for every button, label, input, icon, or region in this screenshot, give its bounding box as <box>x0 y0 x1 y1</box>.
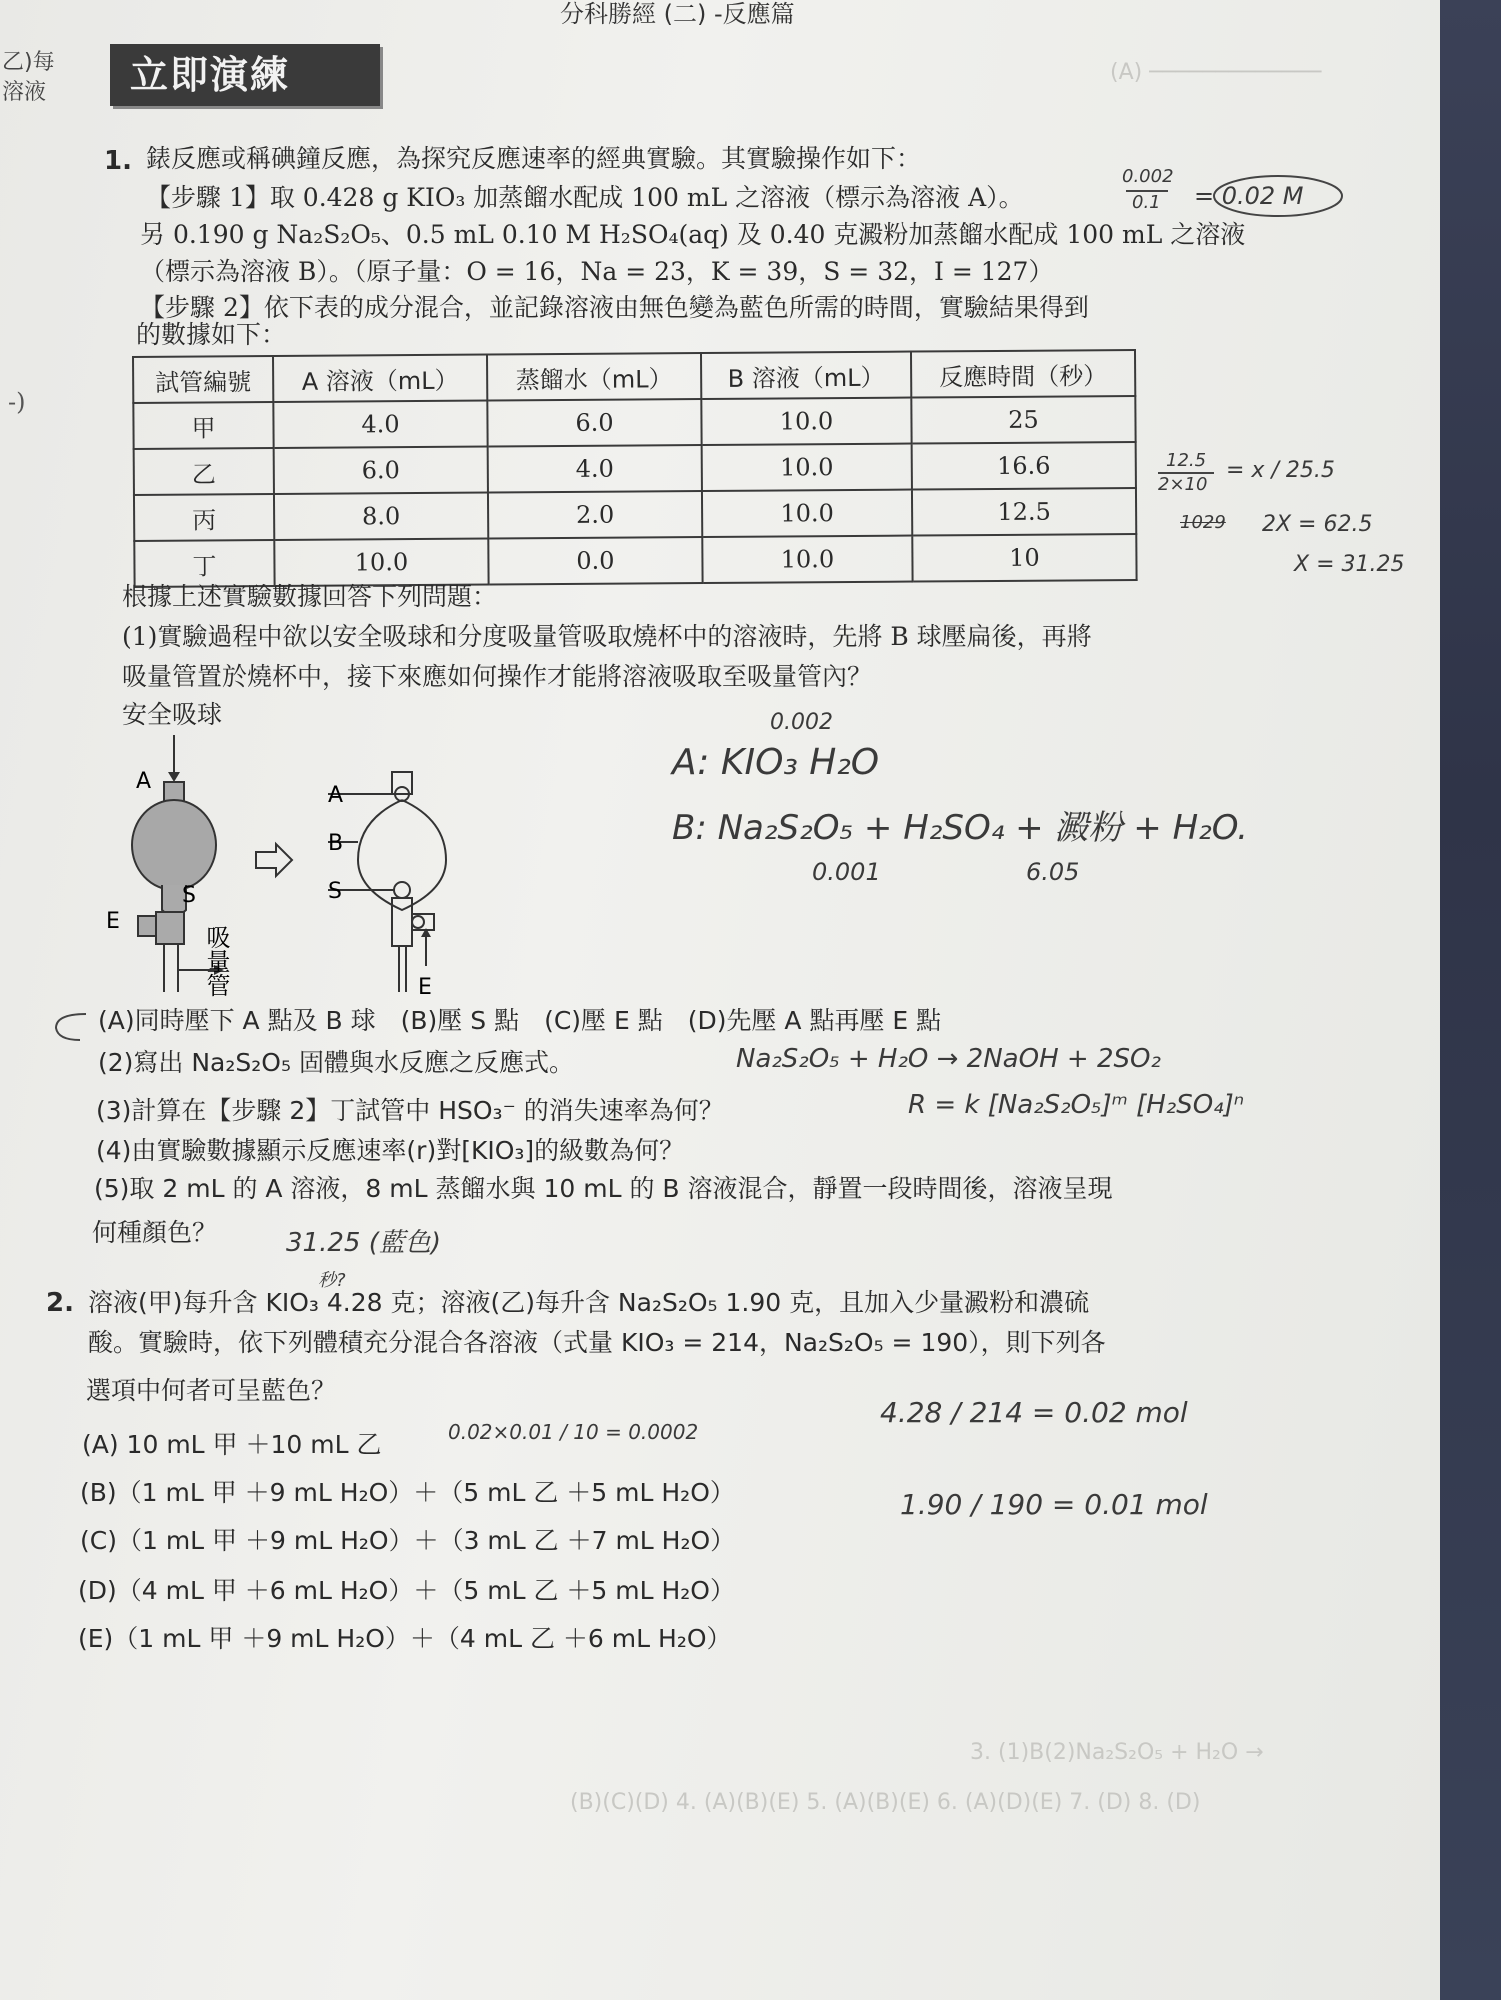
bulb-right <box>328 772 446 992</box>
arrow-icon <box>256 844 292 876</box>
banner-title: 立即演練 <box>130 53 291 97</box>
hw-reaction: Na₂S₂O₅ + H₂O → 2NaOH + 2SO₂ <box>736 1044 1161 1074</box>
hw-answer-5: 31.25 (藍色) <box>286 1228 441 1258</box>
table-row <box>134 488 1136 541</box>
hw-rate-law: R = k [Na₂S₂O₅]ᵐ [H₂SO₄]ⁿ <box>908 1090 1245 1120</box>
hw-ratio-bottom: 2×10 <box>1158 474 1208 495</box>
q1-line-3: 另 0.190 g Na₂S₂O₅、0.5 mL 0.10 M H₂SO₄(aq) 及 0.40 克澱粉加蒸餾水配成 100 mL 之溶液 <box>140 220 1246 249</box>
label-E-left: E <box>106 909 120 934</box>
q2-line-1: 溶液(甲)每升含 KIO₃ 4.28 克；溶液(乙)每升含 Na₂S₂O₅ 1.90 克，且加入少量澱粉和濃硫 <box>88 1288 1090 1317</box>
q1-line-6: 的數據如下： <box>136 320 287 349</box>
label-A-right: A <box>328 783 344 808</box>
table-cell: 4.0 <box>488 445 702 492</box>
bleed-through: (B)(C)(D) 4. (A)(B)(E) 5. (A)(B)(E) 6. (A)(D)(E) 7. (D) 8. (D) <box>570 1790 1201 1815</box>
section-banner <box>110 44 380 106</box>
diagram-title: 安全吸球 <box>122 700 223 729</box>
hw-ratio-eq: = x / 25.5 <box>1226 458 1335 483</box>
background-edge <box>1440 0 1501 2000</box>
table-cell: 6.0 <box>274 447 488 494</box>
hw-ratio-top: 12.5 <box>1166 450 1207 471</box>
table-cell: 16.6 <box>912 442 1136 490</box>
q1-part4: (4)由實驗數據顯示反應速率(r)對[KIO₃]的級數為何？ <box>96 1136 685 1165</box>
q2-line-3: 選項中何者可呈藍色？ <box>86 1376 337 1405</box>
q2-option-c: (C)（1 mL 甲 ＋9 mL H₂O）＋（3 mL 乙 ＋7 mL H₂O） <box>80 1526 736 1555</box>
table-cell: 2.0 <box>488 491 702 538</box>
q2-option-a: (A) 10 mL 甲 ＋10 mL 乙 <box>82 1430 382 1459</box>
q1-line-2: 【步驟 1】取 0.428 g KIO₃ 加蒸餾水配成 100 mL 之溶液（標示為溶液 A）。 <box>146 183 1024 212</box>
q2-option-d: (D)（4 mL 甲 ＋6 mL H₂O）＋（5 mL 乙 ＋5 mL H₂O） <box>78 1576 735 1605</box>
q1-line-4: （標示為溶液 B）。（原子量：O = 16，Na = 23，K = 39，S = 32，I = 127） <box>140 257 1054 286</box>
table-cell: 10.0 <box>274 539 488 586</box>
bleed-through: 3. (1)B(2)Na₂S₂O₅ + H₂O → <box>970 1740 1264 1765</box>
table-header: 蒸餾水（mL） <box>487 353 701 400</box>
q1-line-5: 【步驟 2】依下表的成分混合，並記錄溶液由無色變為藍色所需的時間，實驗結果得到 <box>140 293 1089 322</box>
table-cell: 10.0 <box>702 490 912 537</box>
hw-calc-2: 1.90 / 190 = 0.01 mol <box>900 1488 1208 1521</box>
table-cell: 10.0 <box>701 398 911 445</box>
margin-note-line-2: 溶液 <box>2 80 47 105</box>
table-cell: 8.0 <box>274 493 488 540</box>
table-cell: 10.0 <box>702 536 912 583</box>
table-header: A 溶液（mL） <box>273 355 487 402</box>
q1-options: (A)同時壓下 A 點及 B 球 (B)壓 S 點 (C)壓 E 點 (D)先壓 A 點再壓 E 點 <box>98 1006 942 1035</box>
q1-part2: (2)寫出 Na₂S₂O₅ 固體與水反應之反應式。 <box>98 1048 574 1077</box>
hw-circle-mark <box>1210 172 1350 222</box>
table-cell: 25 <box>911 396 1135 444</box>
margin-paren: -) <box>8 388 26 416</box>
q1-part1-line-1: (1)實驗過程中欲以安全吸球和分度吸量管吸取燒杯中的溶液時，先將 B 球壓扁後，再將 <box>122 622 1092 651</box>
table-cell: 4.0 <box>273 401 487 448</box>
q2-option-b: (B)（1 mL 甲 ＋9 mL H₂O）＋（5 mL 乙 ＋5 mL H₂O） <box>80 1478 735 1507</box>
table-cell: 10 <box>912 534 1136 582</box>
hw-above-A: 0.002 <box>770 710 833 735</box>
page-header: 分科勝經 (二) -反應篇 <box>560 0 795 28</box>
q1-line-1: 錶反應或稱碘鐘反應，為探究反應速率的經典實驗。其實驗操作如下： <box>146 144 922 173</box>
q1-part1-line-2: 吸量管置於燒杯中，接下來應如何操作才能將溶液吸取至吸量管內？ <box>122 662 873 691</box>
q1-part3: (3)計算在【步驟 2】丁試管中 HSO₃⁻ 的消失速率為何？ <box>96 1096 724 1125</box>
hw-x-value: X = 31.25 <box>1294 552 1405 577</box>
table-cell: 12.5 <box>912 488 1136 536</box>
safety-bulb-diagram <box>96 730 476 1010</box>
hw-two-x: 2X = 62.5 <box>1262 512 1373 537</box>
q1-part5-line-1: (5)取 2 mL 的 A 溶液，8 mL 蒸餾水與 10 mL 的 B 溶液混合，靜置一段時間後，溶液呈現 <box>94 1174 1113 1203</box>
q2-line-2: 酸。實驗時，依下列體積充分混合各溶液（式量 KIO₃ = 214，Na₂S₂O₅ = 190），則下列各 <box>88 1328 1106 1357</box>
answer-circle-mark <box>50 1008 96 1044</box>
label-A-left: A <box>136 769 152 794</box>
q1-number: 1. <box>104 146 132 176</box>
hw-crossed-out: 1029 <box>1180 512 1226 533</box>
label-E-right: E <box>418 975 432 1000</box>
hw-fraction-2: 0.02×0.01 / 10 = 0.0002 <box>448 1420 699 1444</box>
label-S-right: S <box>328 879 342 904</box>
table-header: 反應時間（秒） <box>911 350 1135 398</box>
hw-b-sub-1: 0.001 <box>812 858 881 886</box>
table-header: 試管編號 <box>133 356 273 403</box>
hw-concentration: = 0.02 M <box>1194 182 1304 210</box>
data-table <box>132 349 1138 588</box>
q1-part5-line-2: 何種顏色？ <box>92 1218 218 1247</box>
hw-solution-A: A: KIO₃ H₂O <box>672 742 880 783</box>
table-cell: 0.0 <box>488 537 702 584</box>
table-header-row <box>133 350 1135 403</box>
q2-number: 2. <box>46 1288 74 1318</box>
table-cell: 6.0 <box>487 399 701 446</box>
hw-b-sub-2: 6.05 <box>1026 858 1080 886</box>
hw-calc-1: 4.28 / 214 = 0.02 mol <box>880 1396 1188 1429</box>
label-S-left: S <box>182 883 196 908</box>
hw-solution-B: B: Na₂S₂O₅ + H₂SO₄ + 澱粉 + H₂O. <box>672 808 1248 848</box>
table-cell: 乙 <box>134 448 274 495</box>
margin-note <box>2 48 55 108</box>
table-header: B 溶液（mL） <box>701 352 911 399</box>
table-cell: 丁 <box>134 540 274 587</box>
after-table-text: 根據上述實驗數據回答下列問題： <box>122 582 498 611</box>
table-cell: 10.0 <box>702 444 912 491</box>
table-cell: 甲 <box>133 402 273 449</box>
label-pipette: 吸量管 <box>202 925 230 997</box>
table-row <box>133 396 1135 449</box>
hw-frac-bottom: 0.1 <box>1132 192 1161 213</box>
hw-frac-top: 0.002 <box>1122 166 1174 187</box>
bleed-through: (A) ───────────── <box>1110 60 1322 85</box>
margin-note-line-1: 乙)每 <box>2 50 55 75</box>
q2-option-e: (E)（1 mL 甲 ＋9 mL H₂O）＋（4 mL 乙 ＋6 mL H₂O） <box>78 1624 732 1653</box>
table-cell: 丙 <box>134 494 274 541</box>
hw-q2-note: 秒? <box>318 1270 346 1291</box>
label-B-right: B <box>328 831 344 856</box>
table-row <box>134 442 1136 495</box>
